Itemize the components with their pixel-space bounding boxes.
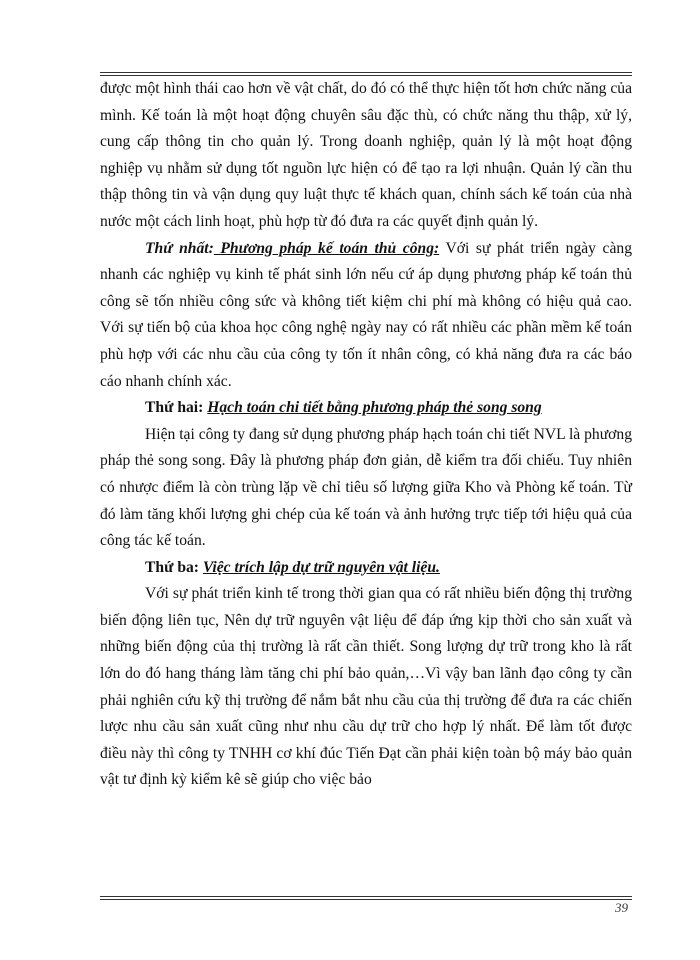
footer-rule [100,896,632,902]
section-first-lead: Thứ nhất: [145,239,214,257]
section-first-title: Phương pháp kế toán thủ công: [213,239,440,257]
intro-paragraph: được một hình thái cao hơn về vật chất, do đó có thể thực hiện tốt hơn chức năng của mình. Kế toán là một hoạt động chuyên sâu đặc thù, có chức năng thu thập, xử lý, cung cấp thông tin cho quản lý. Trong doanh nghiệp, quản lý là một hoạt động nghiệp vụ nhằm sử dụng tốt nguồn lực hiện có để tạo ra lợi nhuận. Quản lý cần thu thập thông tin và vận dụng quy luật thực tế khách quan, chính sách kế toán của nhà nước một cách linh hoạt, phù hợp từ đó đưa ra các quyết định quản lý. [100,80,632,230]
section-second-title: Hạch toán chi tiết bằng phương pháp thẻ song song [207,399,542,417]
section-third-title: Việc trích lập dự trữ nguyên vật liệu. [202,558,440,576]
section-first-body: Với sự phát triển ngày càng nhanh các nghiệp vụ kinh tế phát sinh lớn nếu cứ áp dụng phương pháp kế toán thủ công sẽ tốn nhiều công sức và không tiết kiệm chi phí mà không có hiệu quả cao. Với sự tiến bộ của khoa học công nghệ ngày nay có rất nhiều các phần mềm kế toán phù hợp với các nhu cầu của công ty tốn ít nhân công, có khả năng đưa ra các báo cáo nhanh chính xác. [100,239,632,390]
page-number: 39 [615,900,628,915]
section-third-lead: Thứ ba: [145,558,203,576]
section-second-body: Hiện tại công ty đang sử dụng phương pháp hạch toán chi tiết NVL là phương pháp thẻ song song. Đây là phương pháp đơn giản, dễ kiểm tra đối chiếu. Tuy nhiên có nhược điểm là còn trùng lặp về chỉ tiêu số lượng giữa Kho và Phòng kế toán. Từ đó làm tăng khối lượng ghi chép của kế toán và ảnh hưởng trực tiếp tới hiệu quả của công tác kế toán. [100,425,632,550]
section-third-body: Với sự phát triển kinh tế trong thời gian qua có rất nhiều biến động thị trường biến động liên tục, Nên dự trữ nguyên vật liệu để đáp ứng kịp thời cho sản xuất và những biến động của thị trường là rất cần thiết. Song lượng dự trữ trong kho là rất lớn do đó hang tháng làm tăng chi phí bảo quản,…Vì vậy ban lãnh đạo công ty cần phải nghiên cứu kỹ thị trường để nắm bắt nhu cầu của thị trường để đưa ra các chiến lược nhu cầu sản xuất cũng như nhu cầu dự trữ cho hợp lý nhất. Để làm tốt được điều này thì công ty TNHH cơ khí đúc Tiến Đạt cần phải kiện toàn bộ máy bảo quản vật tư định kỳ kiểm kê sẽ giúp cho việc bảo [100,585,632,789]
page-body [100,76,632,794]
section-first-paragraph [100,236,632,396]
section-second-heading [100,395,632,422]
section-second-lead: Thứ hai: [145,399,208,417]
section-third-heading [100,555,632,582]
